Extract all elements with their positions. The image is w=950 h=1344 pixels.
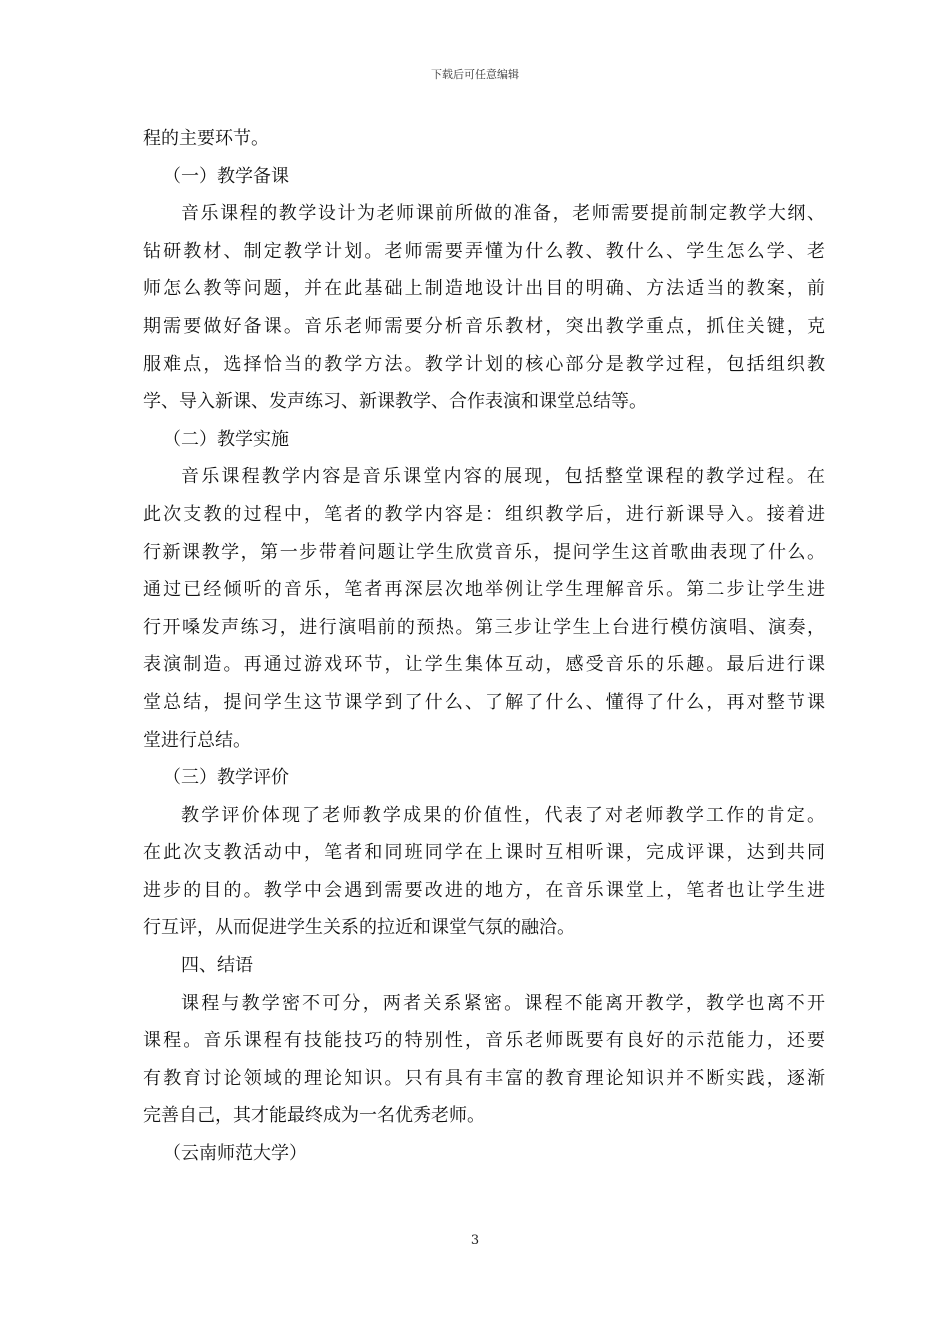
paragraph-line: 此次支教的过程中，笔者的教学内容是：组织教学后，进行新课导入。接着进 [143, 503, 825, 525]
document-body [143, 120, 825, 1173]
section-heading: （二）教学实施 [163, 428, 289, 450]
paragraph-line: 期需要做好备课。音乐老师需要分析音乐教材，突出教学重点，抓住关键，克 [143, 315, 825, 337]
paragraph-line: 音乐课程教学内容是音乐课堂内容的展现，包括整堂课程的教学过程。在 [181, 466, 825, 488]
paragraph-line: 音乐课程的教学设计为老师课前所做的准备，老师需要提前制定教学大纲、 [181, 203, 825, 225]
paragraph-line: 行开嗓发声练习，进行演唱前的预热。第三步让学生上台进行模仿演唱、演奏， [143, 616, 825, 638]
section-heading: （一）教学备课 [163, 165, 289, 187]
page-header: 下载后可任意编辑 [431, 68, 519, 81]
paragraph-line: 完善自己，其才能最终成为一名优秀老师。 [143, 1105, 485, 1127]
paragraph-line: 教学评价体现了老师教学成果的价值性，代表了对老师教学工作的肯定。 [181, 804, 825, 826]
page-number: 3 [470, 1233, 480, 1248]
paragraph-line: 在此次支教活动中，笔者和同班同学在上课时互相听课，完成评课，达到共同 [143, 842, 825, 864]
paragraph-line: 服难点，选择恰当的教学方法。教学计划的核心部分是教学过程，包括组织教 [143, 353, 825, 375]
paragraph-line: 师怎么教等问题，并在此基础上制造地设计出目的明确、方法适当的教案，前 [143, 278, 825, 300]
paragraph-line: 钻研教材、制定教学计划。老师需要弄懂为什么教、教什么、学生怎么学、老 [143, 240, 825, 262]
paragraph-line: 学、导入新课、发声练习、新课教学、合作表演和课堂总结等。 [143, 391, 647, 413]
paragraph-line: 有教育讨论领域的理论知识。只有具有丰富的教育理论知识并不断实践，逐渐 [143, 1067, 825, 1089]
paragraph-line: 通过已经倾听的音乐，笔者再深层次地举例让学生理解音乐。第二步让学生进 [143, 579, 825, 601]
paragraph-line: 程的主要环节。 [143, 128, 269, 149]
paragraph-line: 行新课教学，第一步带着问题让学生欣赏音乐，提问学生这首歌曲表现了什么。 [143, 541, 825, 563]
paragraph-line: 课程。音乐课程有技能技巧的特别性，音乐老师既要有良好的示范能力，还要 [143, 1030, 825, 1052]
paragraph-line: 行互评，从而促进学生关系的拉近和课堂气氛的融洽。 [143, 917, 575, 939]
paragraph-line: 课程与教学密不可分，两者关系紧密。课程不能离开教学，教学也离不开 [181, 992, 825, 1014]
paragraph-line: 堂进行总结。 [143, 729, 251, 751]
paragraph-line: 进步的目的。教学中会遇到需要改进的地方，在音乐课堂上，笔者也让学生进 [143, 879, 825, 901]
section-heading: 四、结语 [181, 955, 253, 977]
section-heading: （三）教学评价 [163, 767, 289, 789]
affiliation: （云南师范大学） [163, 1143, 307, 1165]
paragraph-line: 表演制造。再通过游戏环节，让学生集体互动，感受音乐的乐趣。最后进行课 [143, 654, 825, 676]
paragraph-line: 堂总结，提问学生这节课学到了什么、了解了什么、懂得了什么，再对整节课 [143, 691, 825, 713]
